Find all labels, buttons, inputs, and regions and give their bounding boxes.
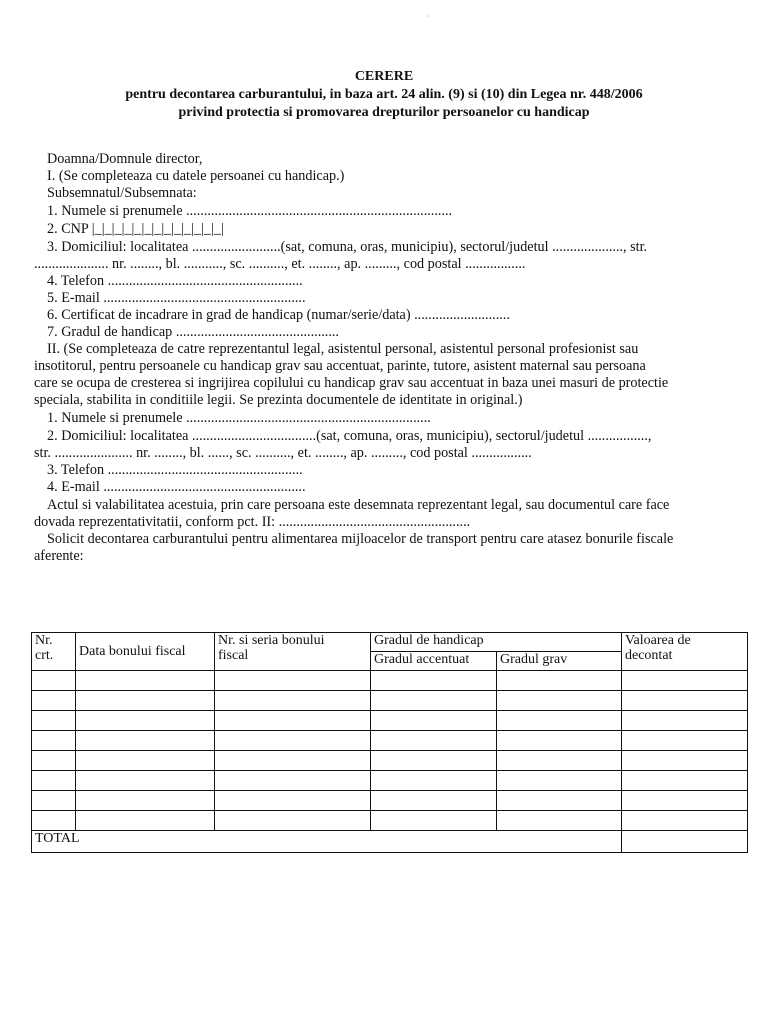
- header-accentuat: Gradul accentuat: [371, 652, 497, 671]
- section-1-heading: I. (Se completeaza cu datele persoanei cu handicap.): [47, 168, 345, 184]
- cell-amount[interactable]: [622, 691, 748, 711]
- representation-act-line-1: Actul si valabilitatea acestuia, prin care persoana este desemnata reprezentant legal, sau documentul care face: [47, 497, 670, 513]
- cell-accentuat[interactable]: [371, 791, 497, 811]
- header-receipt-series: [215, 633, 371, 671]
- header-amount-line-2: decontat: [625, 648, 673, 663]
- header-crt-line: crt.: [35, 648, 54, 663]
- applicant-cnp-field[interactable]: 2. CNP |_|_|_|_|_|_|_|_|_|_|_|_|_|: [47, 221, 224, 237]
- cell-date[interactable]: [76, 691, 215, 711]
- cell-amount[interactable]: [622, 711, 748, 731]
- header-receipt-date: Data bonului fiscal: [76, 633, 215, 671]
- cell-date[interactable]: [76, 711, 215, 731]
- cell-grav[interactable]: [497, 691, 622, 711]
- cell-grav[interactable]: [497, 791, 622, 811]
- request-line-2: aferente:: [34, 548, 84, 564]
- cell-nr[interactable]: [32, 791, 76, 811]
- applicant-certificate-field[interactable]: 6. Certificat de incadrare in grad de handicap (numar/serie/data) ...........................: [47, 307, 510, 323]
- representative-address-line-2[interactable]: str. ...................... nr. ........, bl. ......, sc. .........., et. ........, ap. ........., cod postal .................: [34, 445, 532, 461]
- table-row: [32, 791, 748, 811]
- document-subtitle-line-1: pentru decontarea carburantului, in baza art. 24 alin. (9) si (10) din Legea nr. 448/2006: [125, 87, 643, 102]
- cell-amount[interactable]: [622, 671, 748, 691]
- applicant-degree-field[interactable]: 7. Gradul de handicap ..............................................: [47, 324, 339, 340]
- cell-series[interactable]: [215, 791, 371, 811]
- applicant-phone-field[interactable]: 4. Telefon .......................................................: [47, 273, 303, 289]
- table-row: [32, 811, 748, 831]
- cell-nr[interactable]: [32, 691, 76, 711]
- cell-accentuat[interactable]: [371, 751, 497, 771]
- cell-accentuat[interactable]: [371, 811, 497, 831]
- table-row: [32, 731, 748, 751]
- header-amount-line-1: Valoarea de: [625, 633, 691, 648]
- cell-amount[interactable]: [622, 751, 748, 771]
- section-2-heading-line-4: speciala, stabilita in conditiile legii. Se prezinta documentele de identitate in original.): [34, 392, 523, 408]
- scan-speck: ·: [426, 12, 429, 21]
- cell-accentuat[interactable]: [371, 771, 497, 791]
- cell-accentuat[interactable]: [371, 711, 497, 731]
- applicant-email-field[interactable]: 5. E-mail .........................................................: [47, 290, 306, 306]
- cell-grav[interactable]: [497, 671, 622, 691]
- cell-accentuat[interactable]: [371, 731, 497, 751]
- section-2-heading-line-3: care se ocupa de cresterea si ingrijirea copilului cu handicap grav sau accentuat in baza unei masuri de protectie: [34, 375, 669, 391]
- table-row: [32, 751, 748, 771]
- representative-address-line-1[interactable]: 2. Domiciliul: localitatea ...................................(sat, comuna, oras, municipiu), sectorul/judetul .................,: [47, 428, 652, 444]
- cell-amount[interactable]: [622, 731, 748, 751]
- applicant-name-field[interactable]: 1. Numele si prenumele ...........................................................................: [47, 203, 453, 219]
- cell-series[interactable]: [215, 751, 371, 771]
- cell-date[interactable]: [76, 731, 215, 751]
- representative-phone-field[interactable]: 3. Telefon .......................................................: [47, 462, 303, 478]
- document-subtitle-line-2: privind protectia si promovarea drepturilor persoanelor cu handicap: [178, 105, 590, 120]
- table-row: [32, 711, 748, 731]
- cell-date[interactable]: [76, 751, 215, 771]
- cell-amount[interactable]: [622, 791, 748, 811]
- request-line-1: Solicit decontarea carburantului pentru alimentarea mijloacelor de transport pentru care atasez bonurile fiscale: [47, 531, 674, 547]
- header-nr-crt: [32, 633, 76, 671]
- header-series-line-1: Nr. si seria bonului: [218, 633, 325, 648]
- cell-series[interactable]: [215, 811, 371, 831]
- cell-date[interactable]: [76, 771, 215, 791]
- header-amount: [622, 633, 748, 671]
- cell-nr[interactable]: [32, 671, 76, 691]
- cell-amount[interactable]: [622, 771, 748, 791]
- section-2-heading-line-1: II. (Se completeaza de catre reprezentantul legal, asistentul personal, asistentul personal profesionist sau: [47, 341, 639, 357]
- undersigned-label: Subsemnatul/Subsemnata:: [47, 185, 197, 201]
- table-row: [32, 691, 748, 711]
- cell-grav[interactable]: [497, 731, 622, 751]
- applicant-address-line-1[interactable]: 3. Domiciliul: localitatea .........................(sat, comuna, oras, municipiu), sectorul/judetul ...................., str.: [47, 239, 648, 255]
- cell-nr[interactable]: [32, 731, 76, 751]
- cell-grav[interactable]: [497, 811, 622, 831]
- total-amount-cell[interactable]: [622, 831, 748, 853]
- cell-nr[interactable]: [32, 811, 76, 831]
- table-row: [32, 671, 748, 691]
- cell-series[interactable]: [215, 691, 371, 711]
- cell-grav[interactable]: [497, 771, 622, 791]
- representative-name-field[interactable]: 1. Numele si prenumele .....................................................................: [47, 410, 431, 426]
- cell-series[interactable]: [215, 731, 371, 751]
- table-row: [32, 771, 748, 791]
- header-series-line-2: fiscal: [218, 648, 249, 663]
- header-grav: Gradul grav: [497, 652, 622, 671]
- representative-email-field[interactable]: 4. E-mail .........................................................: [47, 479, 306, 495]
- cell-nr[interactable]: [32, 771, 76, 791]
- cell-series[interactable]: [215, 711, 371, 731]
- cell-date[interactable]: [76, 791, 215, 811]
- total-label: TOTAL: [32, 831, 622, 853]
- cell-series[interactable]: [215, 671, 371, 691]
- representation-act-field[interactable]: dovada reprezentativitatii, conform pct. II: ......................................................: [34, 514, 471, 530]
- header-handicap-degree: Gradul de handicap: [371, 633, 622, 652]
- document-title: CERERE: [354, 69, 414, 84]
- cell-date[interactable]: [76, 811, 215, 831]
- cell-accentuat[interactable]: [371, 691, 497, 711]
- cell-grav[interactable]: [497, 751, 622, 771]
- cell-date[interactable]: [76, 671, 215, 691]
- cell-nr[interactable]: [32, 711, 76, 731]
- cell-grav[interactable]: [497, 711, 622, 731]
- cell-amount[interactable]: [622, 811, 748, 831]
- cell-accentuat[interactable]: [371, 671, 497, 691]
- salutation: Doamna/Domnule director,: [47, 151, 203, 167]
- total-row: [32, 831, 748, 853]
- applicant-address-line-2[interactable]: ..................... nr. ........, bl. ..........., sc. .........., et. ........, ap. ........., cod postal .................: [34, 256, 526, 272]
- cell-nr[interactable]: [32, 751, 76, 771]
- cell-series[interactable]: [215, 771, 371, 791]
- section-2-heading-line-2: insotitorul, pentru persoanele cu handicap grav sau accentuat, parinte, tutore, asistent maternal sau persoana: [34, 358, 646, 374]
- receipts-table: [31, 632, 748, 853]
- header-nr-line: Nr.: [35, 633, 53, 648]
